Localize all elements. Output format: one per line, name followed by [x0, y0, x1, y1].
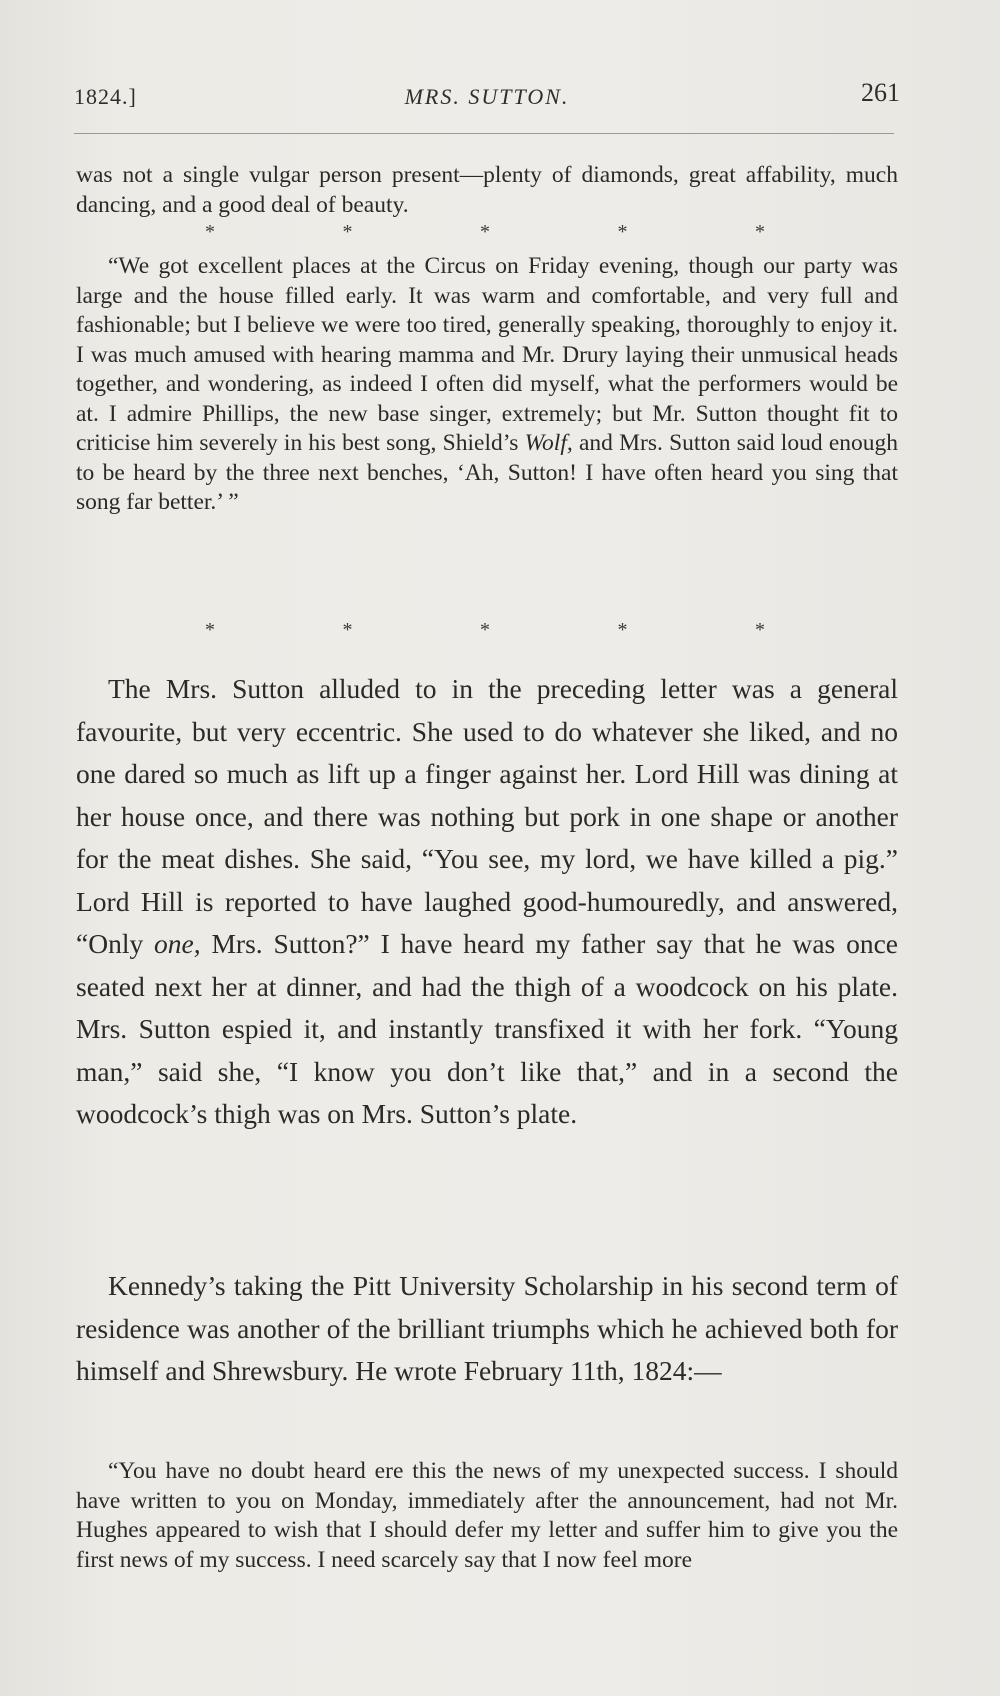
asterisk: * [480, 619, 490, 641]
running-head [74, 78, 900, 118]
body-italic-one: one, [154, 928, 201, 959]
header-title: MRS. SUTTON. [404, 84, 570, 109]
page-number: 261 [861, 78, 900, 107]
asterisk: * [755, 619, 765, 641]
quote-text: and Mrs. Sutton said loud enough to be heard by the three next benches, ‘Ah, Sutton! I have often heard you sing that song far better.’ ” [76, 430, 898, 515]
quote-text: “We got excellent places at the Circus on Friday evening, though our party was large and the house filled early. It was warm and comfortable, and very full and fashionable; but I believe we were too tired, generally speaking, thoroughly to enjoy it. I was much amused with hearing mamma and Mr. Drury laying their unmusical heads together, and wondering, as indeed I often did myself, what the performers would be at. I admire Phillips, the new base singer, extremely; but Mr. Sutton thought fit to criticise him severely in his best song, Shield’s [76, 253, 898, 456]
asterisk: * [205, 619, 215, 641]
sutton-anecdote-paragraph [76, 668, 898, 1136]
asterisk: * [755, 221, 765, 243]
asterisk: * [205, 221, 215, 243]
header-rule [74, 133, 894, 134]
asterisk: * [617, 221, 628, 243]
section-break-2 [200, 619, 770, 642]
opening-paragraph: was not a single vulgar person present—plenty of diamonds, great affability, much dancing, and a good deal of beauty. [76, 162, 898, 218]
section-break-1 [200, 221, 770, 244]
asterisk: * [342, 619, 353, 641]
asterisk: * [480, 221, 490, 243]
body-text: Mrs. Sutton?” I have heard my father say that he was once seated next her at dinner, and had the thigh of a woodcock on his plate. Mrs. Sutton espied it, and instantly transfixed it with her fork. “Young man,” said she, “I know you don’t like that,” and in a second the woodcock’s thigh was on Mrs. Sutton’s plate. [76, 928, 898, 1129]
quote-italic-song: Wolf, [524, 430, 573, 456]
kennedy-paragraph: Kennedy’s taking the Pitt University Scholarship in his second term of residence was another of the brilliant triumphs which he achieved both for himself and Shrewsbury. He wrote February 11th, 1824:— [76, 1270, 898, 1386]
circus-letter-quote [76, 252, 898, 518]
header-year: 1824.] [74, 84, 137, 109]
asterisk: * [617, 619, 628, 641]
asterisk: * [342, 221, 353, 243]
body-text: The Mrs. Sutton alluded to in the preceding letter was a general favourite, but very eccentric. She used to do whatever she liked, and no one dared so much as lift up a finger against her. Lord Hill was dining at her house once, and there was nothing but pork in one shape or another for the meat dishes. She said, “You see, my lord, we have killed a pig.” Lord Hill is reported to have laughed good-humouredly, and answered, “Only [76, 673, 898, 959]
kennedy-letter-quote: “You have no doubt heard ere this the news of my unexpected success. I should have written to you on Monday, immediately after the announcement, had not Mr. Hughes appeared to wish that I should defer my letter and suffer him to give you the first news of my success. I need scarcely say that I now feel more [76, 1458, 898, 1573]
